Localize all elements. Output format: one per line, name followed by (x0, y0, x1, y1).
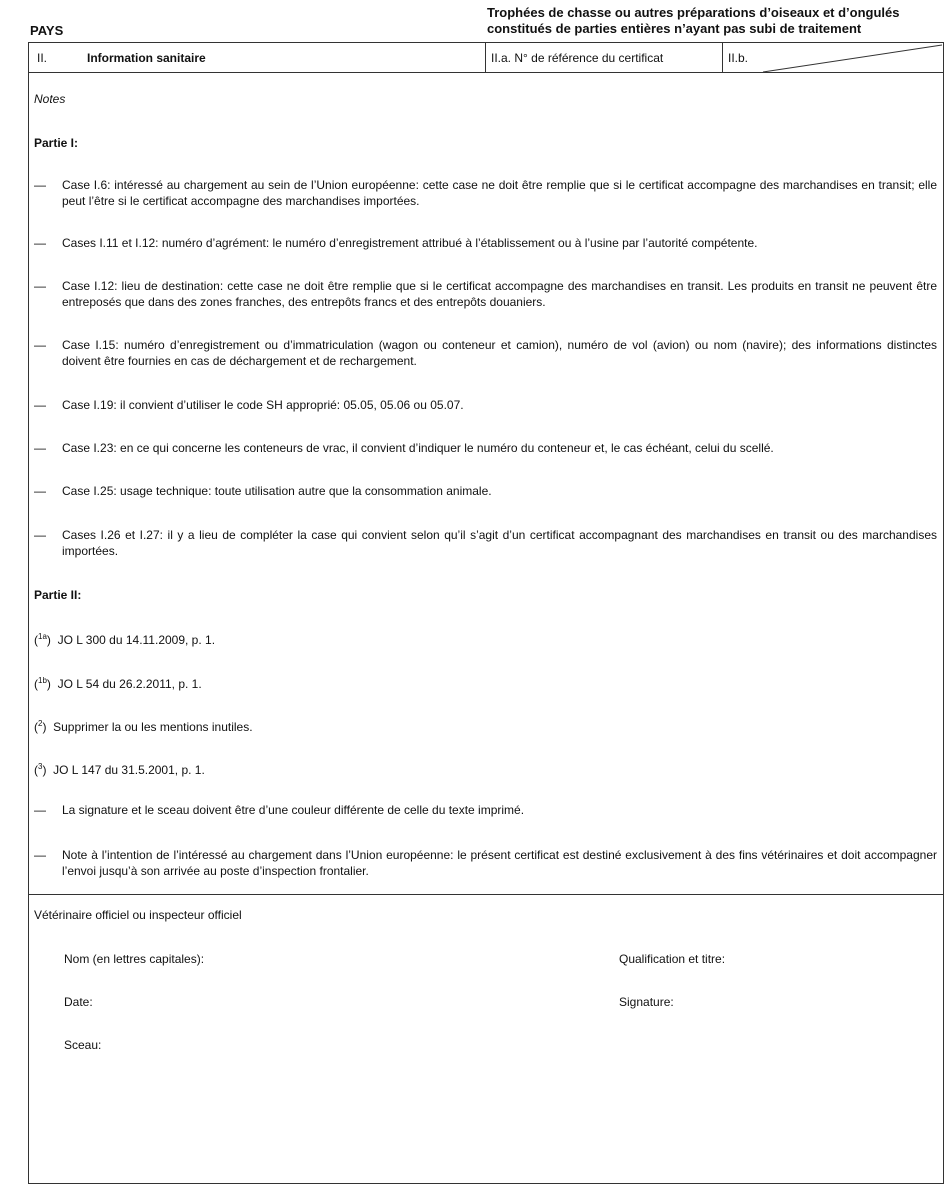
list-item-text: Case I.12: lieu de destination: cette case ne doit être remplie que si le certificat accompagne des marchandises en transit. Les produits en transit ne peuvent être entreposés que dans des zones franches, des entrepôts francs et des entrepôts douaniers. (62, 279, 937, 309)
notes-section (28, 72, 944, 895)
list-item-text: La signature et le sceau doivent être d’une couleur différente de celle du texte imprimé. (62, 803, 525, 817)
list-item (34, 397, 937, 415)
list-item (34, 440, 937, 458)
list-item-text: Case I.15: numéro d’enregistrement ou d’immatriculation (wagon ou conteneur et camion), numéro de vol (avion) ou nom (navire); des informations distinctes doivent être fournies en cas de déchargement et de rechargement. (62, 338, 937, 368)
footnote-text: Supprimer la ou les mentions inutiles. (53, 720, 253, 734)
footnote-mark: 2 (38, 719, 43, 728)
footnote-text: JO L 300 du 14.11.2009, p. 1. (57, 633, 216, 647)
list-item (34, 235, 937, 253)
dash-symbol: — (34, 528, 46, 542)
list-item-text: Case I.6: intéressé au chargement au sein de l’Union européenne: cette case ne doit être remplie que si le certificat accompagne des marchandises en transit; elle peut l’être si le certificat accompagne des marchandises importées. (62, 178, 937, 208)
footnote: ($^3$) JO L 147 du 31.5.2001, p. 1. (34, 762, 205, 777)
list-item-text: Case I.23: en ce qui concerne les conteneurs de vrac, il convient d’indiquer le numéro du conteneur et, le cas échéant, celui du scellé. (62, 441, 774, 455)
list-item-text: Case I.19: il convient d’utiliser le code SH approprié: 05.05, 05.06 ou 05.07. (62, 398, 464, 412)
dash-symbol: — (34, 236, 46, 250)
qualification-label: Qualification et titre: (619, 952, 726, 966)
list-item-text: Cases I.26 et I.27: il y a lieu de compléter la case qui convient selon qu’il s’agit d’un certificat accompagnant des marchandises en transit ou des marchandises importées. (62, 528, 937, 558)
dash-symbol: — (34, 178, 46, 192)
reference-number-label: II.a. N° de référence du certificat (491, 51, 664, 65)
list-item-text: Case I.25: usage technique: toute utilisation autre que la consommation animale. (62, 484, 492, 498)
date-label: Date: (64, 995, 93, 1009)
signature-section (28, 894, 944, 1184)
footnote: ($^2$) Supprimer la ou les mentions inutiles. (34, 719, 253, 734)
certificate-title: Trophées de chasse ou autres préparations d’oiseaux et d’ongulés constitués de parties entières n’ayant pas subi de traitement (487, 5, 900, 36)
list-item (34, 337, 937, 371)
part1-heading: Partie I: (34, 136, 79, 150)
iib-diagonal-line (723, 43, 943, 73)
iib-label: II.b. (728, 51, 749, 65)
list-item (34, 483, 937, 501)
list-item (34, 802, 937, 820)
notes-heading: Notes (34, 92, 66, 106)
list-item (34, 177, 937, 211)
name-label: Nom (en lettres capitales): (64, 952, 205, 966)
footnote-text: JO L 54 du 26.2.2011, p. 1. (57, 677, 202, 691)
footnote-text: JO L 147 du 31.5.2001, p. 1. (53, 763, 205, 777)
dash-symbol: — (34, 398, 46, 412)
footnote: ($^{1a}$) JO L 300 du 14.11.2009, p. 1. (34, 632, 216, 647)
list-item (34, 847, 937, 881)
signature-heading: Vétérinaire officiel ou inspecteur officiel (34, 908, 242, 922)
list-item (34, 527, 937, 561)
list-item-text: Cases I.11 et I.12: numéro d’agrément: le numéro d’enregistrement attribué à l’établissement ou à l’usine par l’autorité compétente. (62, 236, 758, 250)
dash-symbol: — (34, 279, 46, 293)
footnote: ($^{1b}$) JO L 54 du 26.2.2011, p. 1. (34, 676, 202, 691)
footnote-mark: 1b (38, 676, 47, 685)
divider (485, 43, 486, 72)
seal-label: Sceau: (64, 1038, 102, 1052)
country-label: PAYS (30, 23, 64, 38)
footnote-mark: 3 (38, 762, 43, 771)
section-number: II. (37, 51, 48, 65)
dash-symbol: — (34, 484, 46, 498)
dash-symbol: — (34, 803, 46, 817)
dash-symbol: — (34, 848, 46, 862)
part2-heading: Partie II: (34, 588, 82, 602)
dash-symbol: — (34, 338, 46, 352)
section-title: Information sanitaire (87, 51, 206, 65)
signature-label: Signature: (619, 995, 674, 1009)
dash-symbol: — (34, 441, 46, 455)
footnote-mark: 1a (38, 632, 47, 641)
list-item (34, 278, 937, 312)
list-item-text: Note à l’intention de l’intéressé au chargement dans l’Union européenne: le présent certificat est destiné exclusivement à des fins vétérinaires et doit accompagner l’envoi jusqu’à son arrivée au poste d’inspection frontalier. (62, 848, 937, 878)
section-header-row (28, 42, 944, 73)
